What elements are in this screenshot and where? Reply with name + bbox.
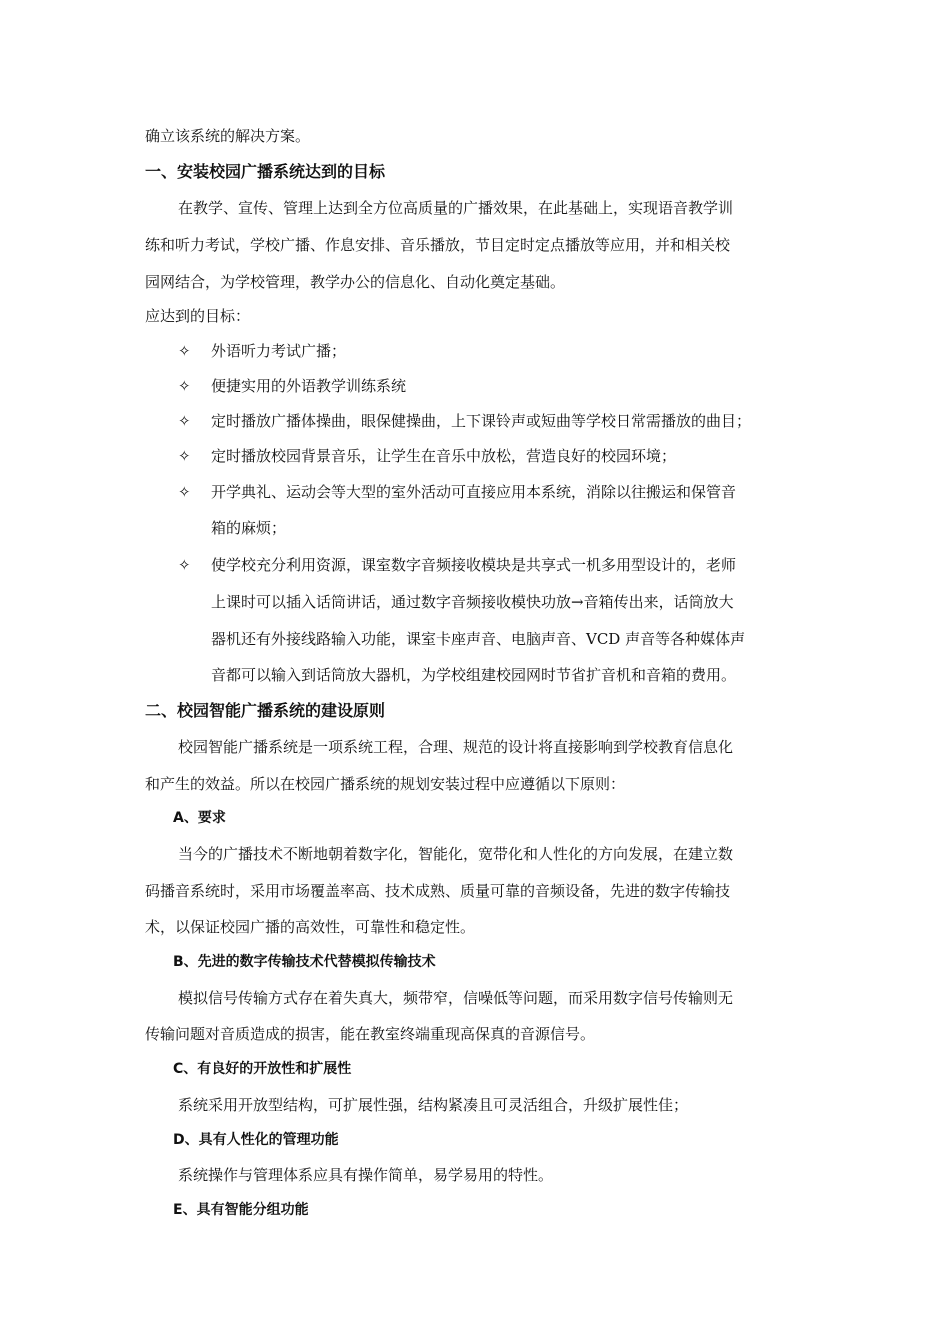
paragraph-line: 练和听力考试，学校广播、作息安排、音乐播放，节目定时定点播放等应用，并和相关校	[145, 236, 731, 254]
paragraph-line: 校园智能广播系统是一项系统工程，合理、规范的设计将直接影响到学校教育信息化	[178, 738, 734, 756]
bullet-icon: ✧	[178, 377, 191, 395]
paragraph-line: 在教学、宣传、管理上达到全方位高质量的广播效果，在此基础上，实现语音教学训	[178, 199, 734, 217]
subsection-a-heading: A、要求	[173, 810, 226, 826]
bullet-item: 开学典礼、运动会等大型的室外活动可直接应用本系统，消除以往搬运和保管音	[211, 483, 737, 501]
paragraph-line: 模拟信号传输方式存在着失真大，频带窄，信噪低等问题，而采用数字信号传输则无	[178, 989, 734, 1007]
goals-label: 应达到的目标：	[145, 307, 251, 325]
bullet-item-continuation: 箱的麻烦；	[211, 519, 287, 537]
paragraph-line: 园网结合，为学校管理，教学办公的信息化、自动化奠定基础。	[145, 273, 566, 291]
bullet-item: 定时播放广播体操曲，眼保健操曲，上下课铃声或短曲等学校日常需播放的曲目；	[211, 412, 752, 430]
paragraph-line: 术，以保证校园广播的高效性，可靠性和稳定性。	[145, 918, 476, 936]
paragraph-line: 和产生的效益。所以在校园广播系统的规划安装过程中应遵循以下原则：	[145, 775, 626, 793]
section-2-heading: 二、校园智能广播系统的建设原则	[145, 701, 386, 720]
bullet-item: 使学校充分利用资源，课室数字音频接收模块是共享式一机多用型设计的，老师	[211, 556, 737, 574]
subsection-c-heading: C、有良好的开放性和扩展性	[173, 1061, 352, 1077]
bullet-icon: ✧	[178, 447, 191, 465]
bullet-item: 便捷实用的外语教学训练系统	[211, 377, 407, 395]
bullet-icon: ✧	[178, 556, 191, 574]
bullet-item: 定时播放校园背景音乐，让学生在音乐中放松，营造良好的校园环境；	[211, 447, 677, 465]
paragraph-line: 传输问题对音质造成的损害，能在教室终端重现高保真的音源信号。	[145, 1025, 596, 1043]
paragraph-line: 系统采用开放型结构，可扩展性强，结构紧凑且可灵活组合，升级扩展性佳；	[178, 1096, 689, 1114]
intro-line: 确立该系统的解决方案。	[145, 127, 311, 145]
paragraph-line: 系统操作与管理体系应具有操作简单，易学易用的特性。	[178, 1166, 554, 1184]
bullet-item-continuation: 音都可以输入到话筒放大器机，为学校组建校园网时节省扩音机和音箱的费用。	[211, 666, 737, 684]
subsection-e-heading: E、具有智能分组功能	[173, 1202, 309, 1218]
subsection-d-heading: D、具有人性化的管理功能	[173, 1132, 339, 1148]
bullet-icon: ✧	[178, 342, 191, 360]
bullet-icon: ✧	[178, 483, 191, 501]
section-1-heading: 一、安装校园广播系统达到的目标	[145, 162, 386, 181]
subsection-b-heading: B、先进的数字传输技术代替模拟传输技术	[173, 954, 436, 970]
bullet-icon: ✧	[178, 412, 191, 430]
paragraph-line: 当今的广播技术不断地朝着数字化，智能化，宽带化和人性化的方向发展，在建立数	[178, 845, 734, 863]
paragraph-line: 码播音系统时，采用市场覆盖率高、技术成熟、质量可靠的音频设备，先进的数字传输技	[145, 882, 731, 900]
bullet-item: 外语听力考试广播；	[211, 342, 347, 360]
bullet-item-continuation: 器机还有外接线路输入功能，课室卡座声音、电脑声音、VCD 声音等各种媒体声	[211, 630, 746, 648]
bullet-item-continuation: 上课时可以插入话筒讲话，通过数字音频接收模快功放→音箱传出来，话筒放大	[211, 593, 734, 611]
